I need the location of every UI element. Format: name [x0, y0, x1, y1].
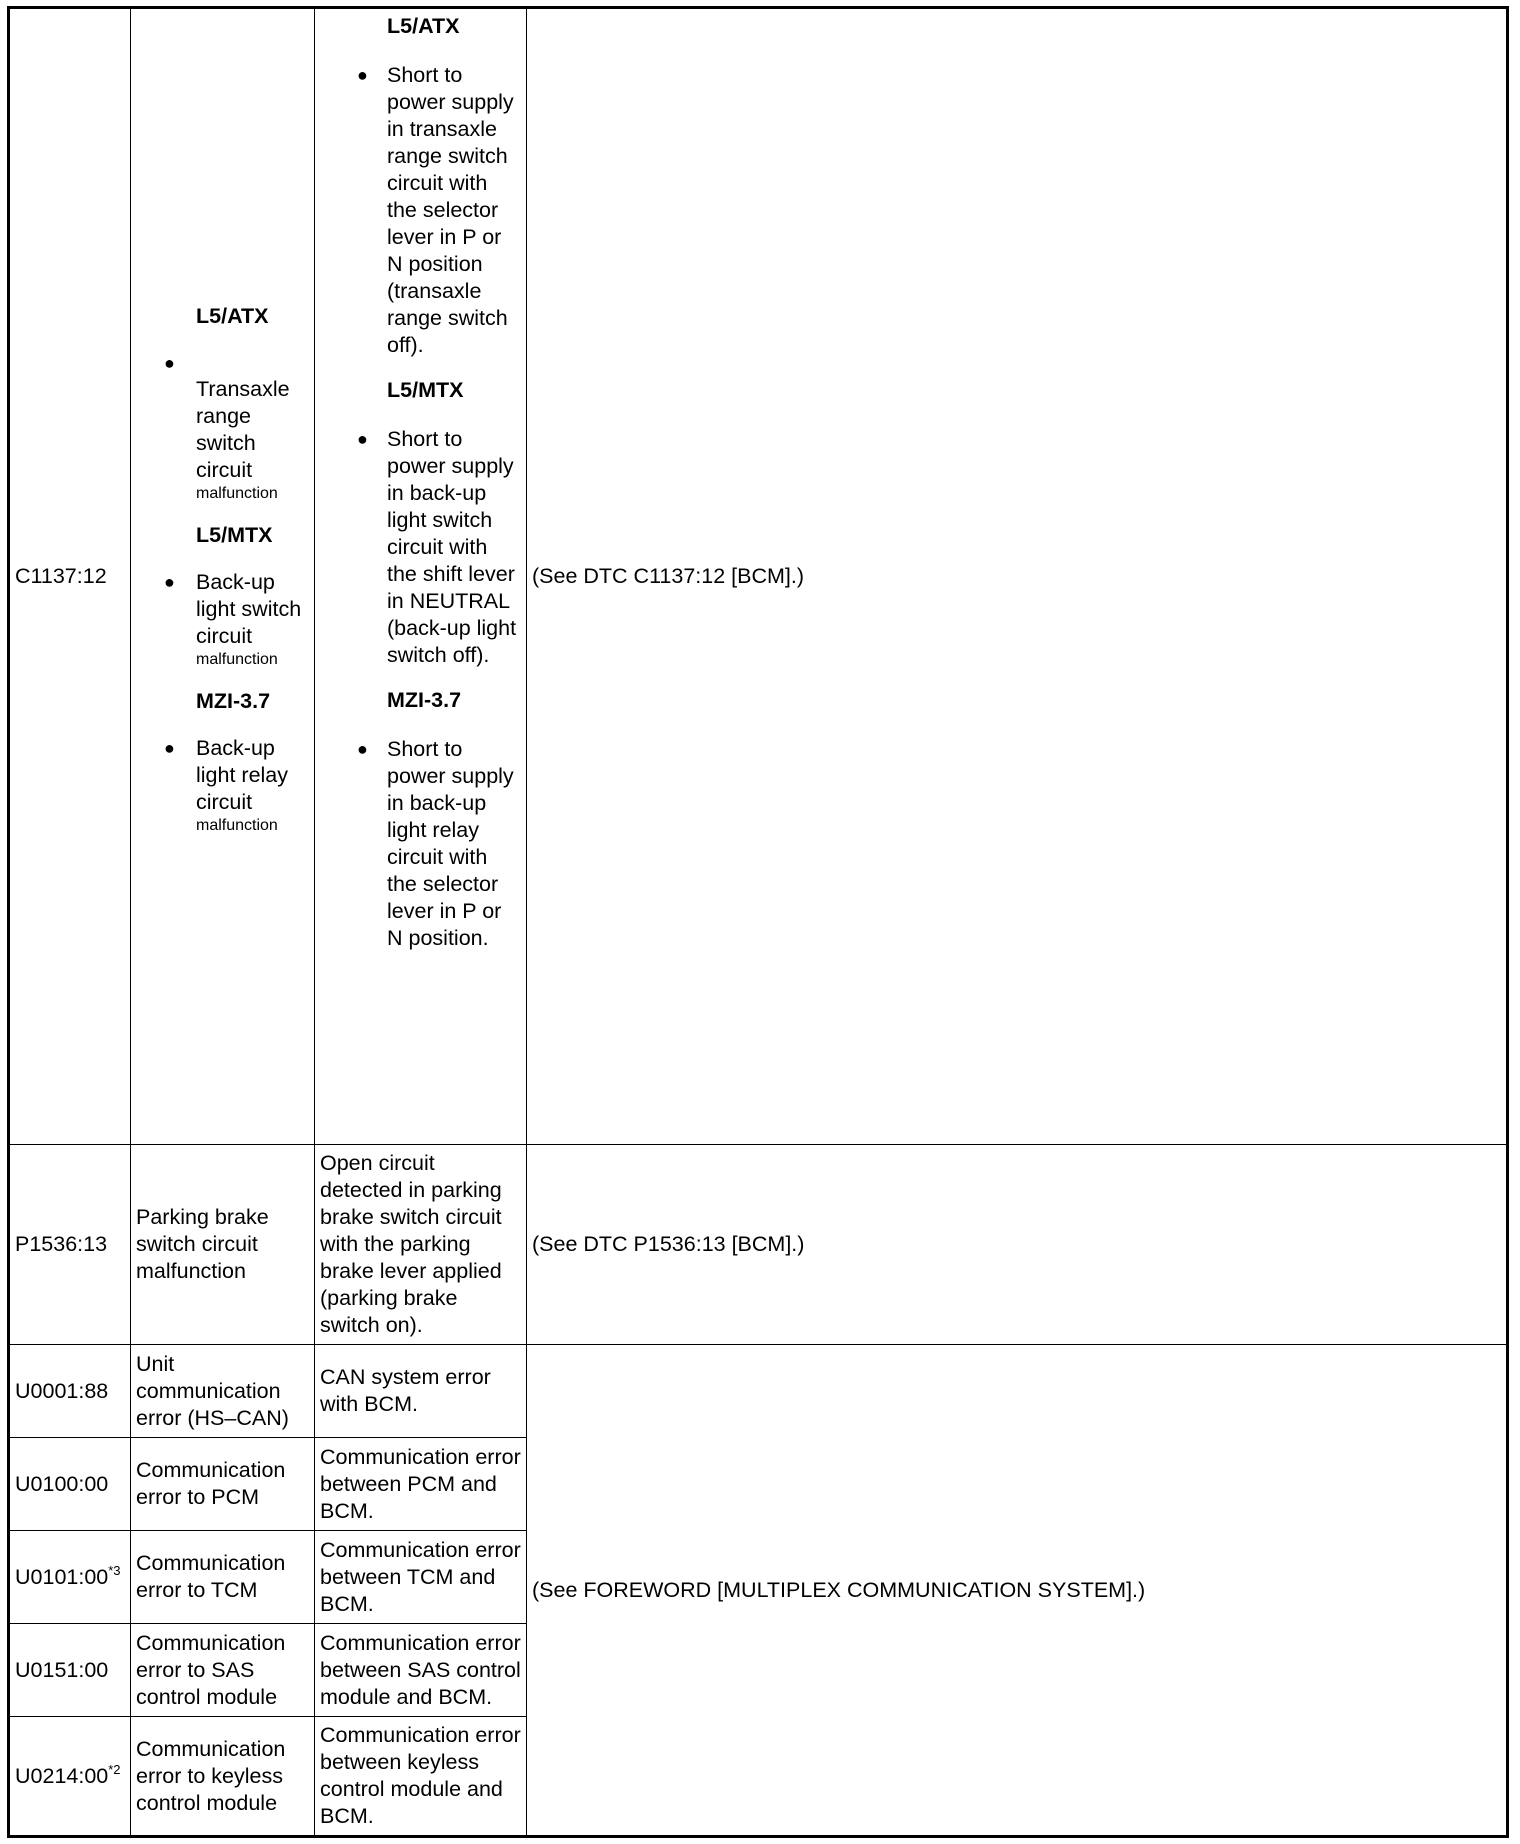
bullet-item: [357, 736, 521, 952]
detection-text: Short to power supply in back-up light switch circuit with the shift lever in NEUTRAL (back-up light switch off).: [387, 427, 517, 667]
detection-cell: Communication error between SAS control module and BCM.: [315, 1624, 527, 1717]
condition-cell: Communication error to TCM: [131, 1531, 315, 1624]
dtc-code: U0001:88: [9, 1345, 131, 1438]
detection-cell: Communication error between keyless control module and BCM.: [315, 1717, 527, 1837]
bullet-item: [357, 426, 521, 669]
group-heading: MZI-3.7: [387, 688, 462, 712]
detection-cell: Communication error between TCM and BCM.: [315, 1531, 527, 1624]
detection-cell: [315, 8, 527, 1145]
dtc-code: P1536:13: [9, 1145, 131, 1345]
condition-small-text: malfunction: [196, 817, 278, 834]
condition-small-text: malfunction: [196, 651, 278, 668]
condition-cell: Communication error to keyless control module: [131, 1717, 315, 1837]
condition-cell: Communication error to PCM: [131, 1438, 315, 1531]
dtc-code: U0151:00: [9, 1624, 131, 1717]
bullet-icon: ●: [164, 738, 175, 758]
group-heading: L5/ATX: [196, 304, 269, 328]
detection-group: [357, 13, 521, 952]
group-heading: L5/ATX: [387, 14, 460, 38]
reference-cell: (See DTC P1536:13 [BCM].): [527, 1145, 1508, 1345]
reference-cell: (See FOREWORD [MULTIPLEX COMMUNICATION SYSTEM].): [527, 1345, 1508, 1837]
reference-cell: (See DTC C1137:12 [BCM].): [527, 8, 1508, 1145]
bullet-item: [164, 350, 309, 504]
condition-text: Transaxle range switch circuit: [196, 377, 290, 482]
dtc-code: U0214:00$^{*2}$: [9, 1717, 131, 1837]
detection-cell: Open circuit detected in parking brake switch circuit with the parking brake lever applied (parking brake switch on).: [315, 1145, 527, 1345]
group-heading: L5/MTX: [387, 378, 464, 402]
bullet-item: [164, 569, 309, 670]
dtc-code: U0100:00: [9, 1438, 131, 1531]
condition-cell: Unit communication error (HS–CAN): [131, 1345, 315, 1438]
bullet-icon: ●: [164, 353, 175, 373]
bullet-icon: ●: [357, 429, 368, 449]
condition-cell: [131, 8, 315, 1145]
table-row: [9, 1345, 1508, 1438]
condition-cell: Communication error to SAS control module: [131, 1624, 315, 1717]
condition-cell: Parking brake switch circuit malfunction: [131, 1145, 315, 1345]
table-row: [9, 8, 1508, 1145]
table-row: [9, 1145, 1508, 1345]
bullet-icon: ●: [164, 572, 175, 592]
group-heading: L5/MTX: [196, 523, 273, 547]
dtc-table: [7, 6, 1509, 1838]
bullet-item: [164, 735, 309, 836]
bullet-icon: ●: [357, 739, 368, 759]
detection-cell: Communication error between PCM and BCM.: [315, 1438, 527, 1531]
dtc-code: C1137:12: [9, 8, 131, 1145]
footnote-marker: *3: [108, 1562, 121, 1578]
bullet-icon: ●: [357, 65, 368, 85]
group-heading: MZI-3.7: [196, 689, 271, 713]
detection-cell: CAN system error with BCM.: [315, 1345, 527, 1438]
bullet-item: [357, 62, 521, 359]
detection-text: Short to power supply in back-up light relay circuit with the selector lever in P or N position.: [387, 737, 514, 950]
condition-text: Back-up light switch circuit: [196, 570, 302, 648]
footnote-marker: *2: [108, 1761, 121, 1777]
condition-text: Back-up light relay circuit: [196, 736, 289, 814]
condition-small-text: malfunction: [196, 485, 278, 502]
detection-text: Short to power supply in transaxle range switch circuit with the selector lever in P or N position (transaxle range switch off).: [387, 63, 514, 357]
condition-group: [164, 303, 309, 836]
dtc-code: U0101:00$^{*3}$: [9, 1531, 131, 1624]
